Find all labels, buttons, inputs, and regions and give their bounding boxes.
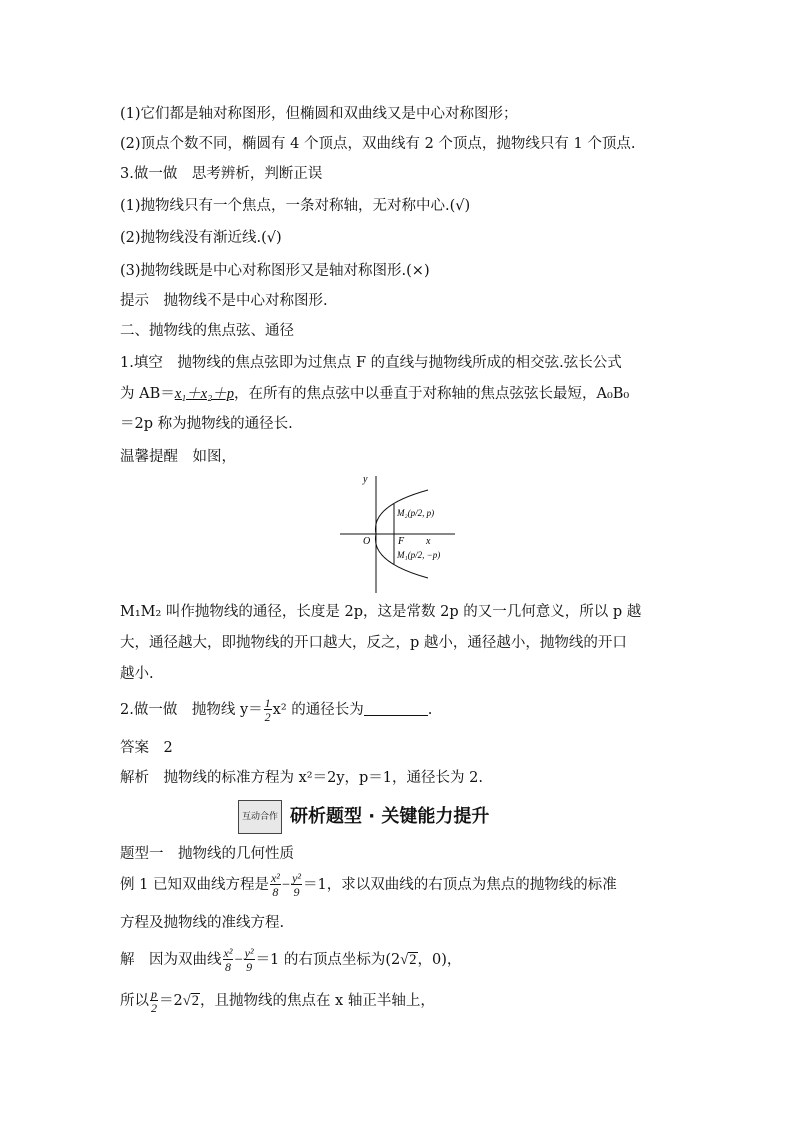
text-line: (3)抛物线既是中心对称图形又是轴对称图形.(×) bbox=[120, 263, 430, 279]
fraction-y2-9: $\frac{\text{y²}}{9}$ bbox=[292, 871, 302, 899]
text-line: (1)它们都是轴对称图形，但椭圆和双曲线又是中心对称图形； bbox=[120, 106, 518, 122]
text-line: ＝2p 称为抛物线的通径长. bbox=[120, 416, 293, 432]
text-line: 解 因为双曲线 $\frac{\text{x²}}{8}$ − $\frac{\text{y²}}{9}$ ＝1 的右顶点坐标为(2√2，0)， bbox=[120, 946, 462, 974]
fraction-x2-8: $\frac{\text{x²}}{8}$ bbox=[223, 946, 233, 974]
section-badge: 互动合作 bbox=[238, 800, 282, 834]
text-fragment: ＝1 的右顶点坐标为(2 bbox=[255, 952, 401, 968]
section-banner bbox=[238, 800, 489, 834]
text-line: 2.做一做 抛物线 y＝ $\frac{1}{2}$ x² 的通径长为 . bbox=[120, 696, 433, 724]
m2-label: M₂(p/2, p) bbox=[397, 508, 435, 518]
text-line: 温馨提醒 如图， bbox=[120, 449, 236, 465]
m1-label: M₁(p/2, −p) bbox=[397, 550, 441, 560]
text-line: (2)抛物线没有渐近线.(√) bbox=[120, 230, 282, 246]
analysis-line: 解析 抛物线的标准方程为 x²＝2y，p＝1，通径长为 2. bbox=[120, 770, 483, 786]
text-fragment: ，在所有的焦点弦中以垂直于对称轴的焦点弦弦长最短，A₀B₀ bbox=[233, 386, 630, 402]
section-title: 研析题型 · 关键能力提升 bbox=[290, 806, 490, 827]
text-line: 例 1 已知双曲线方程是 $\frac{\text{x²}}{8}$ − $\frac{\text{y²}}{9}$ ＝1，求以双曲线的右顶点为焦点的抛物线的标准 bbox=[120, 871, 617, 899]
section-heading: 二、抛物线的焦点弦、通径 bbox=[120, 323, 294, 339]
y-axis-label: y bbox=[363, 474, 368, 485]
text-fragment: ，且抛物线的焦点在 x 轴正半轴上， bbox=[199, 993, 435, 1009]
text-line: (2)顶点个数不同，椭圆有 4 个顶点，双曲线有 2 个顶点，抛物线只有 1 个顶点. bbox=[120, 136, 636, 152]
text-fragment: 解 因为双曲线 bbox=[120, 952, 222, 968]
text-fragment: 例 1 已知双曲线方程是 bbox=[120, 877, 269, 893]
text-fragment: ＝2 bbox=[159, 993, 183, 1009]
text-line: 大，通径越大，即抛物线的开口越大，反之，p 越小，通径越小，抛物线的开口 bbox=[120, 635, 627, 651]
fraction-half: $\frac{1}{2}$ bbox=[264, 696, 271, 724]
sqrt-2: 2 bbox=[409, 952, 417, 968]
x-axis-label: x bbox=[426, 536, 431, 547]
text-fragment: x² 的通径长为 bbox=[272, 702, 364, 718]
answer-blank[interactable] bbox=[364, 701, 428, 716]
text-fragment: 所以 bbox=[120, 993, 149, 1009]
problem-type-heading: 题型一 抛物线的几何性质 bbox=[120, 846, 294, 862]
text-line: 3.做一做 思考辨析，判断正误 bbox=[120, 166, 323, 182]
text-line: 1.填空 抛物线的焦点弦即为过焦点 F 的直线与抛物线所成的相交弦.弦长公式 bbox=[120, 355, 622, 371]
parabola-figure bbox=[330, 468, 460, 598]
text-line: M₁M₂ 叫作抛物线的通径，长度是 2p，这是常数 2p 的又一几何意义，所以 p 越 bbox=[120, 604, 642, 620]
sqrt-2: 2 bbox=[191, 993, 199, 1009]
fraction-p-2: $\frac{p}{2}$ bbox=[151, 987, 157, 1015]
answer-line: 答案 2 bbox=[120, 740, 173, 756]
text-line: 方程及抛物线的准线方程. bbox=[120, 915, 285, 931]
focus-label: F bbox=[398, 536, 405, 547]
formula-underlined: x₁＋x₂＋p bbox=[174, 386, 234, 402]
text-line: 所以 $\frac{p}{2}$ ＝2√2，且抛物线的焦点在 x 轴正半轴上， bbox=[120, 987, 435, 1015]
origin-label: O bbox=[363, 536, 371, 547]
fraction-x2-8: $\frac{\text{x²}}{8}$ bbox=[270, 871, 280, 899]
text-line bbox=[120, 383, 629, 405]
text-fragment: 2.做一做 抛物线 y＝ bbox=[120, 702, 263, 718]
text-line: (1)抛物线只有一个焦点，一条对称轴，无对称中心.(√) bbox=[120, 198, 471, 214]
text-fragment: ，0)， bbox=[417, 952, 462, 968]
text-line: 提示 抛物线不是中心对称图形. bbox=[120, 293, 328, 309]
fraction-y2-9: $\frac{\text{y²}}{9}$ bbox=[244, 946, 254, 974]
text-line: 越小. bbox=[120, 666, 154, 682]
text-fragment: 为 AB＝ bbox=[120, 386, 175, 402]
text-fragment: ＝1，求以双曲线的右顶点为焦点的抛物线的标准 bbox=[303, 877, 617, 893]
